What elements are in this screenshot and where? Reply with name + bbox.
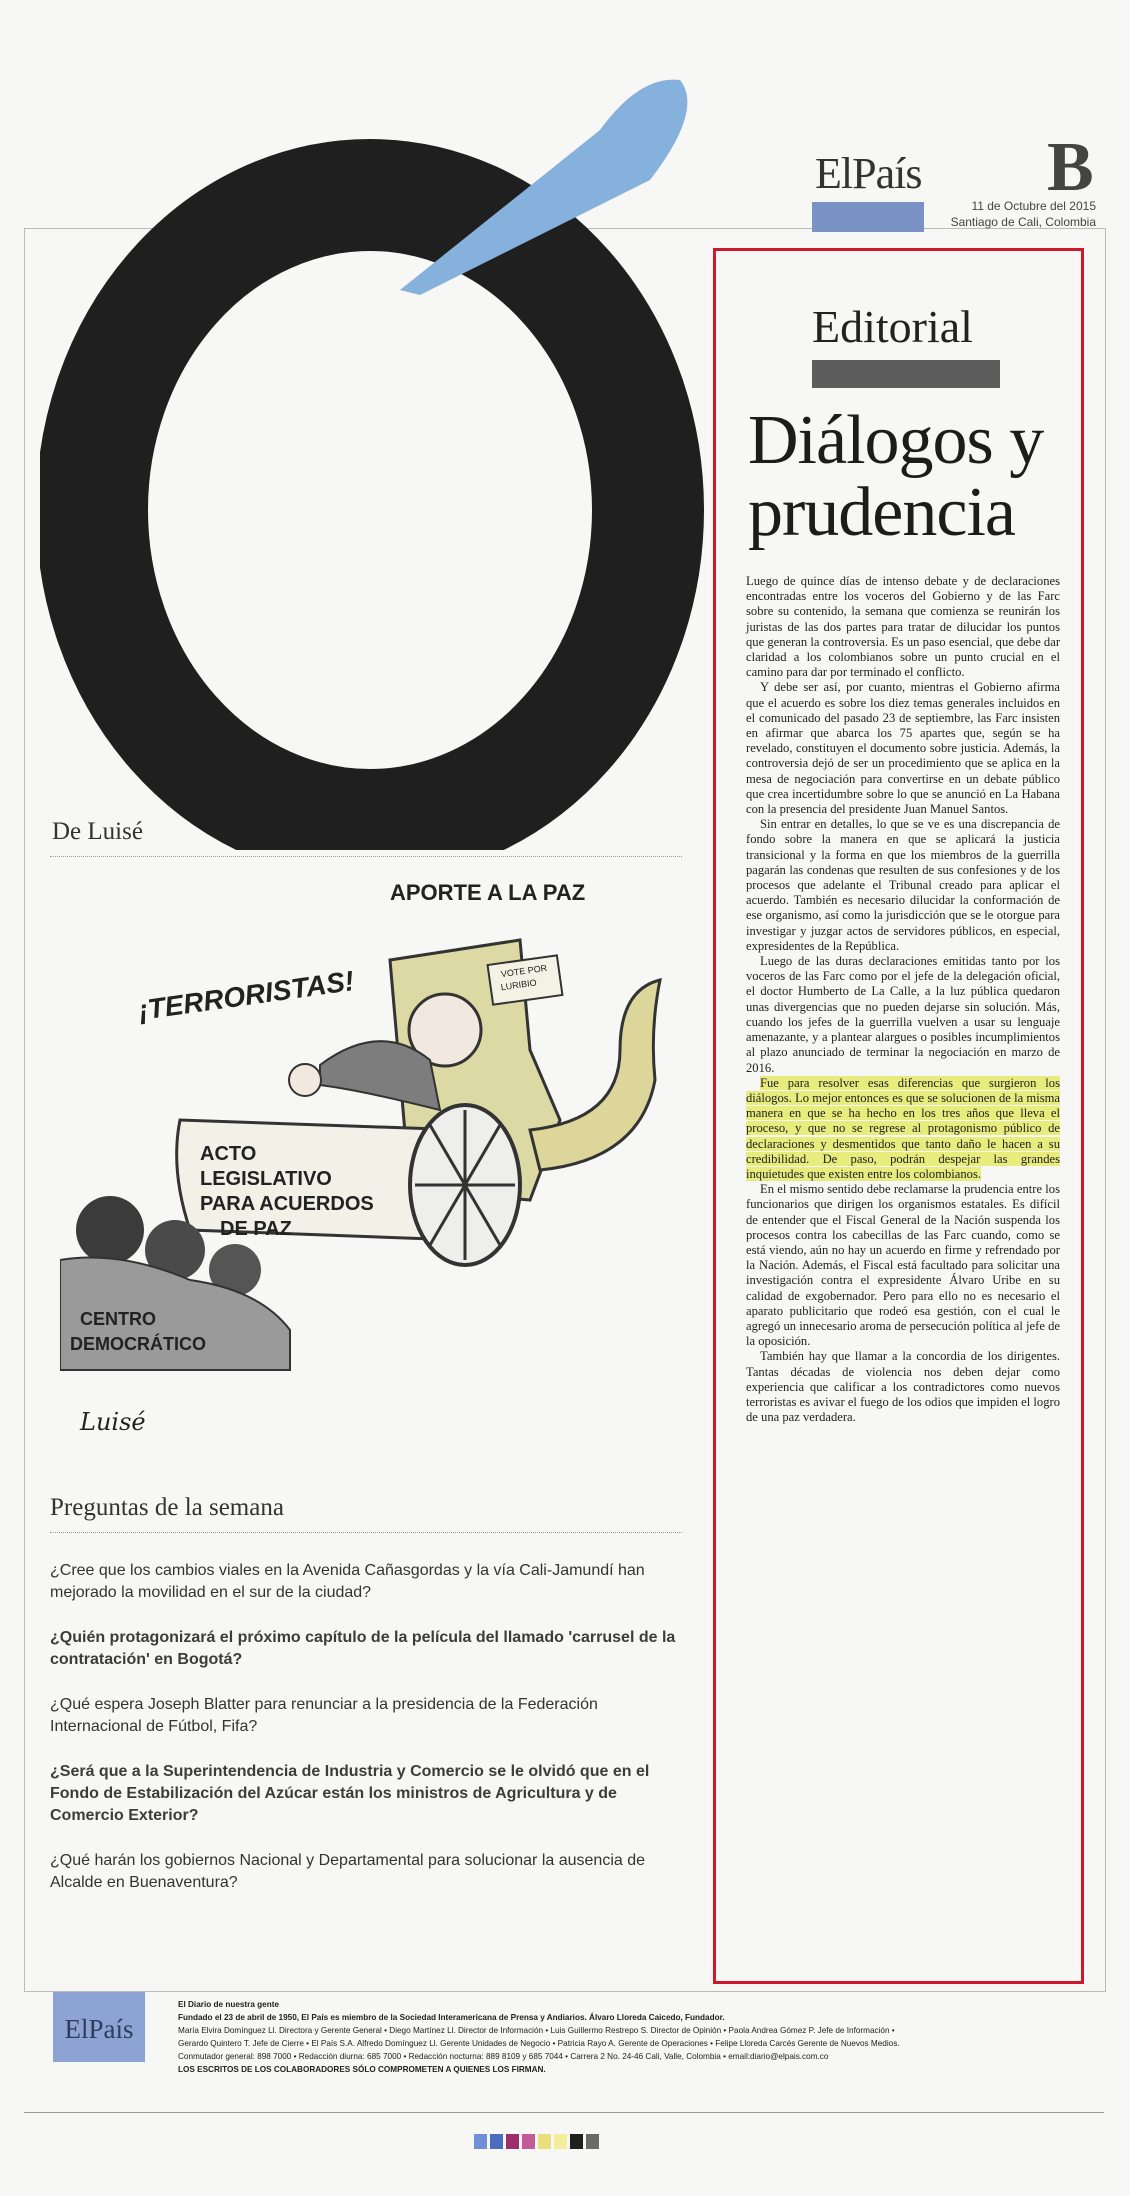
question-item: ¿Qué harán los gobiernos Nacional y Departamental para solucionar la ausencia de Alcalde en Buenaventura? bbox=[50, 1852, 646, 1891]
questions-heading: Preguntas de la semana bbox=[50, 1494, 284, 1521]
cartoon-caption: APORTE A LA PAZ bbox=[390, 880, 586, 905]
highlighted-text: Fue para resolver esas diferencias que surgieron los diálogos. Lo mejor entonces es que se solucionen de la misma manera en que se ha hecho en los tres años que lleva el proceso, y que no se regrese al protagonismo público de declaraciones y desmentidos que tanto daño le hacen a su credibilidad. De paso, podrán despejar las grandes inquietudes que existen entre los colombianos. bbox=[746, 1075, 1060, 1181]
cartoonist-signature: Luisé bbox=[80, 1408, 146, 1436]
color-swatch bbox=[570, 2134, 583, 2149]
footer-line: María Elvira Domínguez Ll. Directora y Gerente General • Diego Martínez Ll. Director de Información • Luis Guillermo Restrepo S. Director de Opinión • Paola Andrea Gómez P. Jefe de Información • bbox=[178, 2026, 895, 2035]
color-swatch bbox=[554, 2134, 567, 2149]
question-item: ¿Será que a la Superintendencia de Industria y Comercio se le olvidó que en el Fondo de Estabilización del Azúcar están los ministros de Agricultura y de Comercio Exterior? bbox=[50, 1763, 650, 1824]
masthead-color-bar bbox=[812, 202, 924, 232]
crowd-label: CENTRO bbox=[80, 1309, 156, 1329]
cartoon-illustration bbox=[60, 870, 680, 1450]
color-swatch bbox=[490, 2134, 503, 2149]
footer-line: Conmutador general: 898 7000 • Redacción diurna: 685 7000 • Redacción nocturna: 889 8109 y 685 7044 • Carrera 2 No. 24-46 Cali, Valle, Colombia • email:diario@elpais.com.co bbox=[178, 2052, 829, 2061]
crowd-head bbox=[76, 1196, 144, 1264]
roller-text: PARA ACUERDOS bbox=[200, 1193, 374, 1215]
sign-text: VOTE POR bbox=[500, 962, 548, 980]
publication-place: Santiago de Cali, Colombia bbox=[950, 215, 1096, 229]
crowd-label: DEMOCRÁTICO bbox=[70, 1334, 206, 1354]
editorial-body bbox=[746, 574, 1060, 1425]
roller-text: ACTO bbox=[200, 1143, 257, 1165]
editorial-bar bbox=[812, 360, 1000, 388]
footer-line: LOS ESCRITOS DE LOS COLABORADORES SÓLO COMPROMETEN A QUIENES LOS FIRMAN. bbox=[178, 2065, 546, 2074]
roller-text: LEGISLATIVO bbox=[200, 1168, 332, 1190]
editorial-title-line: Diálogos y bbox=[748, 402, 1044, 479]
editorial-title bbox=[748, 402, 1078, 551]
color-swatch bbox=[586, 2134, 599, 2149]
question-item: ¿Quién protagonizará el próximo capítulo de la película del llamado 'carrusel de la contratación' en Bogotá? bbox=[50, 1629, 676, 1668]
footer-tagline: El Diario de nuestra gente bbox=[178, 2000, 280, 2009]
footer-line: Gerardo Quintero T. Jefe de Cierre • El País S.A. Alfredo Domínguez Ll. Gerente Unidades de Negocio • Patricia Rayo A. Gerente de Operaciones • Felipe Lloreda Carcés Gerente de Nuevos Medios. bbox=[178, 2039, 900, 2048]
editorial-paragraph: Sin entrar en detalles, lo que se ve es una discrepancia de fondo sobre la manera en que se aplicará la justicia transicional y la forma en que los miembros de la guerrilla pagarán las condenas que resulten de sus confesiones y de los procesos que adelante el Tribunal creado para aplicar el acuerdo. También es necesario dilucidar la conformación de ese organismo, así como la jurisdicción que se le otorgue para investigar y juzgar actos de servidores públicos, en especial, expresidentes de la República. bbox=[746, 817, 1060, 953]
editorial-paragraph: También hay que llamar a la concordia de los dirigentes. Tantas décadas de violencia nos deben dejar como experiencia que calificar a los contradictores como nuevos terroristas es avivar el fuego de los odios que impiden el logro de una paz verdadera. bbox=[746, 1349, 1060, 1425]
editorial-paragraph: Y debe ser así, por cuanto, mientras el Gobierno afirma que el acuerdo es sobre los diez temas generales incluidos en el comunicado del pasado 23 de septiembre, las Farc insisten en afirmar que abarca los 75 apartes que, según se ha revelado, constituyen el documento sobre justicia. Además, la controversia dejó de ser un procedimiento que se aplica en la mesa de negociación para convertirse en un debate público que crea incertidumbre sobre lo que se anunció en La Habana con la presencia del presidente Juan Manuel Santos. bbox=[746, 680, 1060, 817]
question-item: ¿Qué espera Joseph Blatter para renunciar a la presidencia de la Federación Internacional de Fútbol, Fifa? bbox=[50, 1696, 598, 1735]
big-o-graphic bbox=[40, 40, 720, 850]
questions-list bbox=[50, 1560, 690, 1917]
masthead-logo: ElPaís bbox=[815, 149, 922, 198]
editorial-label: Editorial bbox=[812, 301, 973, 352]
color-swatches bbox=[474, 2134, 599, 2149]
color-swatch bbox=[474, 2134, 487, 2149]
publication-dateline bbox=[948, 198, 1096, 230]
cartoon-heading: De Luisé bbox=[52, 818, 143, 845]
editorial-paragraph: Luego de quince días de intenso debate y de declaraciones encontradas entre los voceros del Gobierno y de las Farc sobre su contenido, la semana que comienza se reunirán los juristas de las dos partes para tratar de dilucidar los puntos que generan la controversia. Es un paso esencial, que debe dar claridad a los colombianos sobre un punto crucial en el camino para dar por terminado el conflicto. bbox=[746, 574, 1061, 680]
divider bbox=[50, 856, 682, 857]
color-swatch bbox=[538, 2134, 551, 2149]
footer-logo: ElPaís bbox=[64, 2014, 134, 2044]
roller-text: DE PAZ bbox=[220, 1218, 292, 1240]
footer-line: Fundado el 23 de abril de 1950, El País es miembro de la Sociedad Interamericana de Prensa y Andiarios. Álvaro Lloreda Caicedo, Fundador. bbox=[178, 2013, 725, 2022]
color-swatch bbox=[506, 2134, 519, 2149]
section-letter: B bbox=[1047, 129, 1094, 206]
editorial-title-line: prudencia bbox=[748, 474, 1015, 551]
editorial-paragraph: Luego de las duras declaraciones emitidas tanto por los voceros de las Farc como por el jefe de la delegación oficial, el doctor Humberto de La Calle, a la luz pública quedaron unas divergencias que no pueden dejarse sin solución. Más, cuando los jefes de la guerrilla vuelven a usar su lenguaje amenazante, y a plantear alargues o posibles incumplimientos al plazo anunciado de terminar la negociación en marzo de 2016. bbox=[746, 954, 1060, 1075]
sign-text: LURIBIO bbox=[500, 977, 538, 993]
divider bbox=[50, 1532, 682, 1533]
editorial-paragraph: En el mismo sentido debe reclamarse la prudencia entre los funcionarios que dirigen los organismos estatales. Es difícil de entender que el Fiscal General de la Nación suspenda los procesos contra los cabecillas de las Farc cuando, como se está viendo, aún no hay un acuerdo en firme y refrendado por la Nación. Además, el Fiscal está facultado para solicitar una investigación contra el expresidente Álvaro Uribe en su calidad de exgobernador. Pero para ello no es necesario el aparato publicitario que rodeó esa gestión, con el cual le agregó un innecesario aroma de persecución política al jefe de la oposición. bbox=[746, 1182, 1060, 1349]
color-swatch bbox=[522, 2134, 535, 2149]
driver-hand bbox=[289, 1064, 321, 1096]
question-item: ¿Cree que los cambios viales en la Avenida Cañasgordas y la vía Cali-Jamundí han mejorado la movilidad en el sur de la ciudad? bbox=[50, 1562, 645, 1601]
cartoon-shout: ¡TERRORISTAS! bbox=[136, 965, 356, 1026]
publication-date: 11 de Octubre del 2015 bbox=[971, 199, 1096, 213]
footer-credits bbox=[178, 1998, 1098, 2076]
divider bbox=[24, 2112, 1104, 2113]
dragon-tail bbox=[530, 980, 660, 1170]
editorial-paragraph-highlighted bbox=[746, 1076, 1060, 1182]
